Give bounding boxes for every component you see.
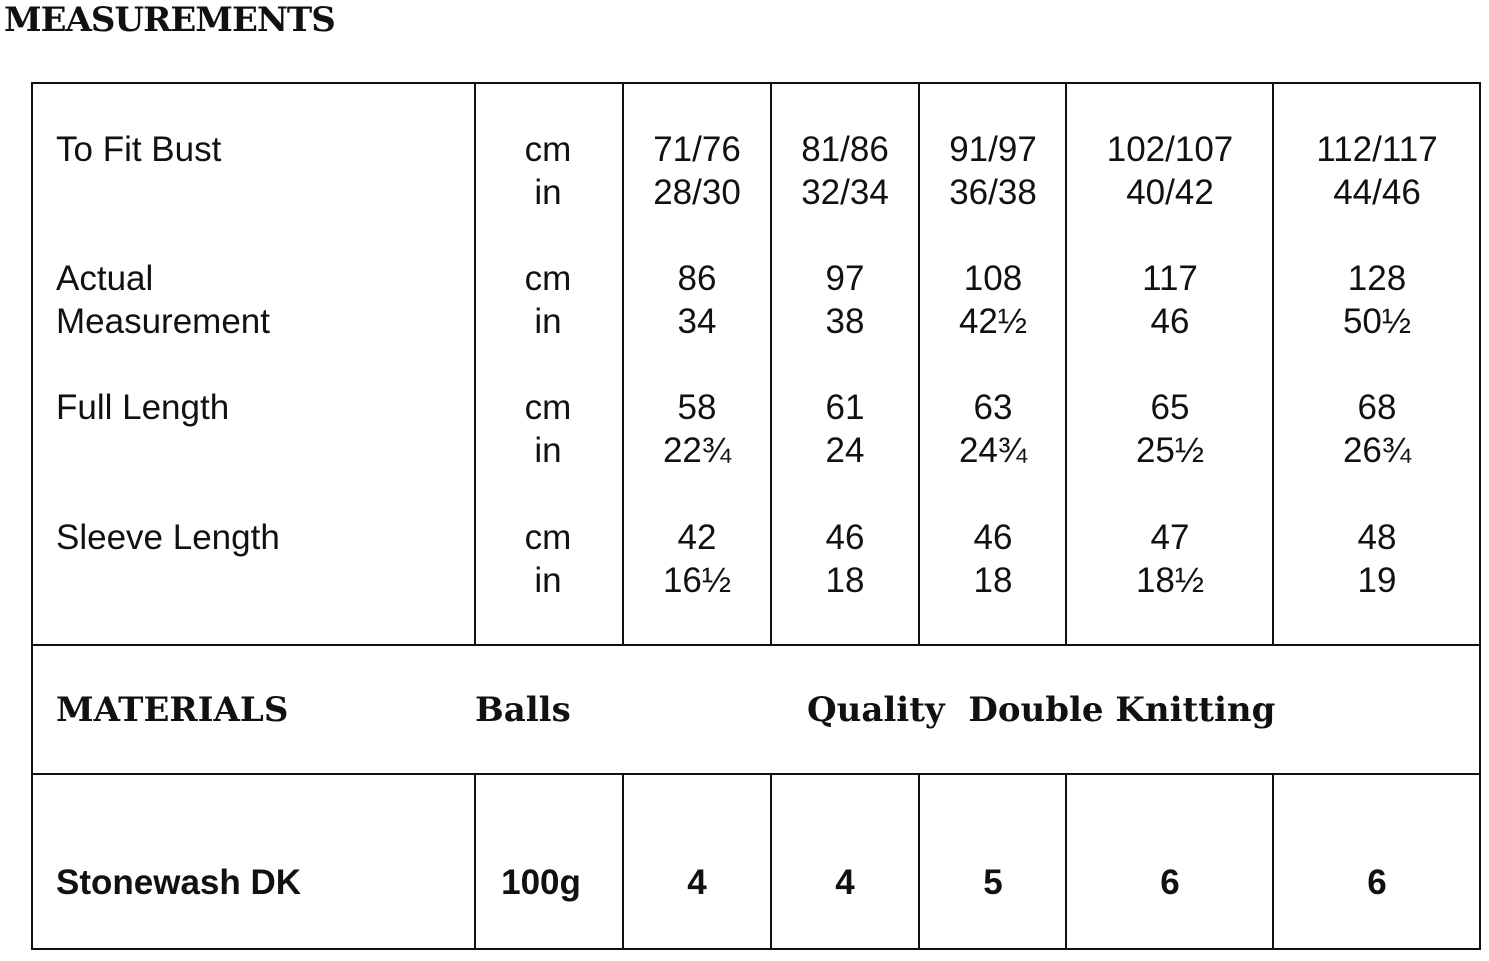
row-label: Measurement (56, 302, 270, 341)
size-cell: 50½ (1342, 302, 1412, 341)
size-cell: 19 (1357, 561, 1397, 600)
column-divider (1065, 773, 1067, 950)
size-cell: 68 (1357, 388, 1397, 427)
size-cell: 63 (973, 388, 1013, 427)
section-divider (31, 773, 1481, 775)
column-divider (474, 82, 476, 646)
table-border-top (31, 82, 1481, 84)
table-border-bottom (31, 948, 1481, 950)
quality-label: Quality Double Knitting (807, 690, 1276, 730)
row-label: Actual (56, 259, 154, 298)
unit-cm: cm (524, 388, 572, 427)
unit-in: in (534, 561, 562, 600)
size-cell: 86 (677, 259, 717, 298)
size-cell: 44/46 (1333, 173, 1421, 212)
size-cell: 36/38 (949, 173, 1037, 212)
table-border-left (31, 82, 33, 950)
unit-cm: cm (524, 130, 572, 169)
ball-quantity: 4 (835, 863, 855, 902)
size-cell: 81/86 (801, 130, 889, 169)
column-divider (1272, 82, 1274, 646)
size-cell: 128 (1347, 259, 1407, 298)
size-cell: 40/42 (1126, 173, 1214, 212)
section-divider (31, 644, 1481, 646)
ball-quantity: 6 (1160, 863, 1180, 902)
unit-cm: cm (524, 518, 572, 557)
size-cell: 18 (825, 561, 865, 600)
ball-quantity: 4 (687, 863, 707, 902)
column-divider (770, 82, 772, 646)
size-cell: 46 (1150, 302, 1190, 341)
unit-in: in (534, 302, 562, 341)
size-cell: 34 (677, 302, 717, 341)
size-cell: 91/97 (949, 130, 1037, 169)
size-cell: 24 (825, 431, 865, 470)
size-cell: 102/107 (1106, 130, 1234, 169)
size-cell: 48 (1357, 518, 1397, 557)
size-cell: 46 (973, 518, 1013, 557)
size-cell: 65 (1150, 388, 1190, 427)
size-cell: 18 (973, 561, 1013, 600)
size-cell: 58 (677, 388, 717, 427)
page-title: MEASUREMENTS (4, 0, 335, 40)
size-cell: 22¾ (662, 431, 732, 470)
size-cell: 24¾ (958, 431, 1028, 470)
size-cell: 97 (825, 259, 865, 298)
column-divider (918, 82, 920, 646)
size-cell: 18½ (1135, 561, 1205, 600)
size-cell: 25½ (1135, 431, 1205, 470)
ball-quantity: 6 (1367, 863, 1387, 902)
column-divider (918, 773, 920, 950)
yarn-weight: 100g (501, 863, 581, 902)
balls-label: Balls (475, 690, 571, 730)
column-divider (1065, 82, 1067, 646)
size-cell: 61 (825, 388, 865, 427)
yarn-name: Stonewash DK (56, 863, 302, 902)
unit-in: in (534, 431, 562, 470)
size-cell: 117 (1142, 259, 1198, 298)
size-cell: 28/30 (653, 173, 741, 212)
column-divider (474, 773, 476, 950)
column-divider (622, 82, 624, 646)
row-label: Full Length (56, 388, 230, 427)
size-cell: 71/76 (653, 130, 741, 169)
table-border-right (1479, 82, 1481, 950)
size-cell: 16½ (662, 561, 732, 600)
row-label: To Fit Bust (56, 130, 222, 169)
unit-in: in (534, 173, 562, 212)
size-cell: 47 (1150, 518, 1190, 557)
size-cell: 38 (825, 302, 865, 341)
size-cell: 112/117 (1316, 130, 1438, 169)
column-divider (622, 773, 624, 950)
size-cell: 42 (677, 518, 717, 557)
size-cell: 42½ (958, 302, 1028, 341)
ball-quantity: 5 (983, 863, 1003, 902)
column-divider (770, 773, 772, 950)
materials-heading: MATERIALS (56, 690, 289, 730)
row-label: Sleeve Length (56, 518, 280, 557)
size-cell: 26¾ (1342, 431, 1412, 470)
size-cell: 32/34 (801, 173, 889, 212)
unit-cm: cm (524, 259, 572, 298)
column-divider (1272, 773, 1274, 950)
size-cell: 46 (825, 518, 865, 557)
size-cell: 108 (963, 259, 1023, 298)
